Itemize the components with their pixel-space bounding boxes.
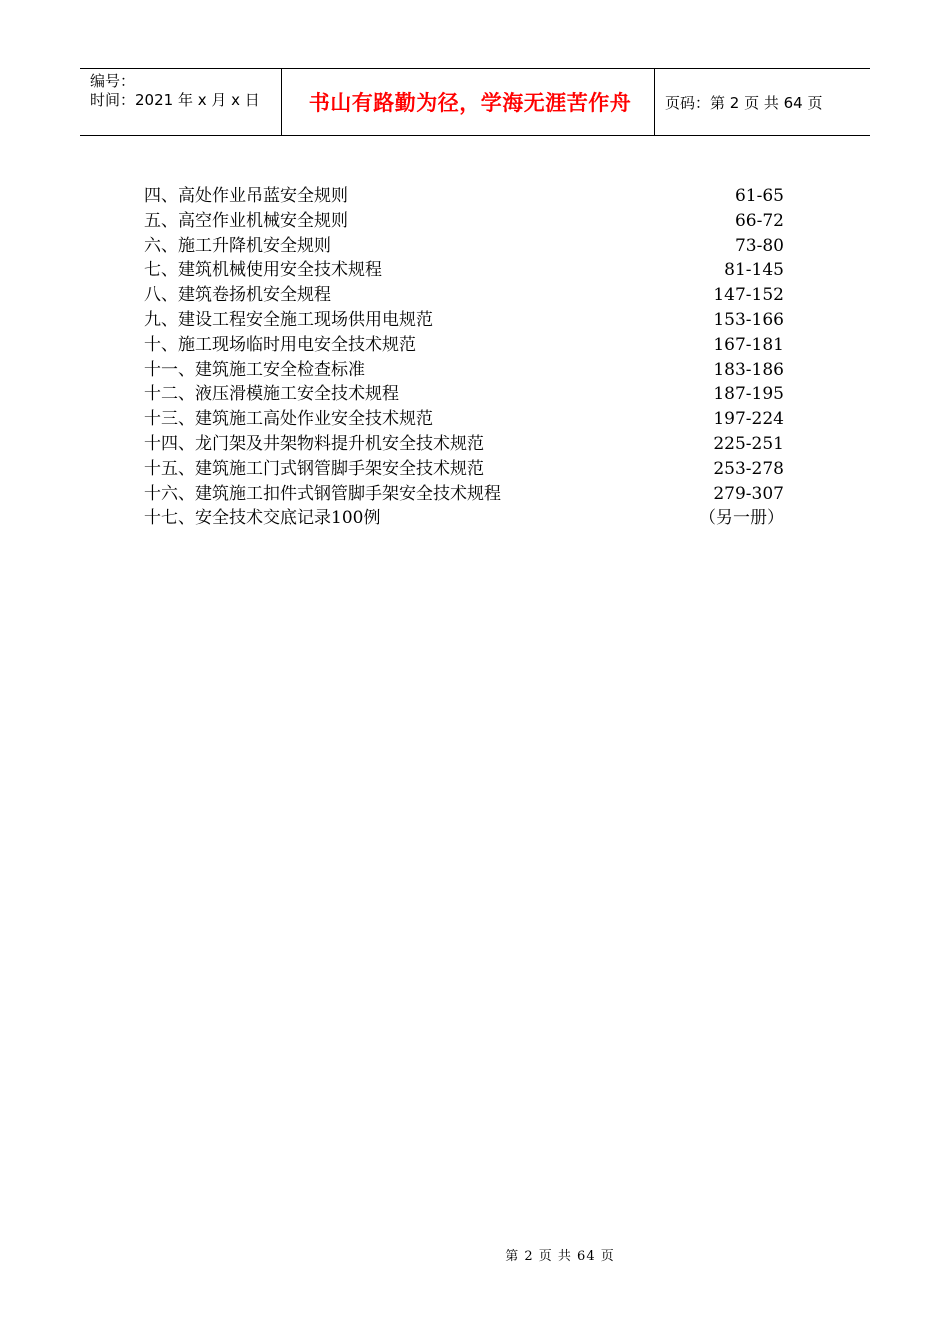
toc-entry-pages: 279-307 (713, 483, 784, 504)
toc-entry-title: 十四、龙门架及井架物料提升机安全技术规范 (144, 433, 484, 454)
toc-entry (144, 457, 784, 482)
toc-entry-title: 十一、建筑施工安全检查标准 (144, 359, 365, 380)
toc-entry-title: 九、建设工程安全施工现场供用电规范 (144, 309, 433, 330)
toc-entry-pages: 225-251 (713, 433, 784, 454)
serial-number-label: 编号： (90, 72, 136, 90)
toc-entry-title: 四、高处作业吊蓝安全规则 (144, 186, 348, 206)
toc-entry (144, 506, 784, 531)
header-page-cell (655, 69, 870, 135)
header-motto-cell (282, 69, 655, 135)
date-label: 时间：2021 年 x 月 x 日 (90, 91, 260, 109)
toc-entry-pages: 73-80 (734, 235, 784, 256)
toc-entry (144, 184, 784, 209)
toc-entry (144, 234, 784, 259)
toc-entry (144, 358, 784, 383)
page-footer: 第 2 页 共 64 页 (505, 1249, 615, 1264)
toc-entry (144, 407, 784, 432)
document-header (80, 68, 870, 136)
toc-entry-title: 十、施工现场临时用电安全技术规范 (144, 334, 416, 355)
toc-entry (144, 283, 784, 308)
table-of-contents (144, 184, 784, 531)
toc-entry (144, 432, 784, 457)
toc-entry-title: 十六、建筑施工扣件式钢管脚手架安全技术规程 (144, 483, 501, 504)
toc-entry-pages: 187-195 (713, 384, 784, 405)
toc-entry-title: 十二、液压滑模施工安全技术规程 (144, 384, 399, 405)
toc-entry-pages: 253-278 (713, 458, 784, 479)
toc-entry-title: 五、高空作业机械安全规则 (144, 210, 348, 231)
toc-entry-title: 十五、建筑施工门式钢管脚手架安全技术规范 (144, 458, 484, 479)
toc-entry-pages: 183-186 (713, 359, 784, 380)
toc-entry-pages: 61-65 (734, 186, 784, 206)
toc-entry-pages: 153-166 (713, 309, 784, 330)
toc-entry-title: 八、建筑卷扬机安全规程 (144, 285, 331, 306)
toc-entry-pages: 167-181 (713, 334, 784, 355)
toc-entry-pages: 66-72 (734, 210, 784, 231)
toc-entry-title: 十七、安全技术交底记录100例 (144, 508, 381, 529)
toc-entry-pages: （另一册） (699, 508, 784, 529)
motto-text: 书山有路勤为径，学海无涯苦作舟 (308, 91, 632, 115)
toc-entry-pages: 197-224 (713, 409, 784, 430)
toc-entry (144, 258, 784, 283)
toc-entry-title: 六、施工升降机安全规则 (144, 235, 331, 256)
header-meta-cell (80, 69, 282, 135)
toc-entry (144, 308, 784, 333)
toc-entry (144, 382, 784, 407)
page-number-label: 页码：第 2 页 共 64 页 (665, 93, 823, 112)
toc-entry (144, 209, 784, 234)
toc-entry (144, 333, 784, 358)
toc-entry-pages: 81-145 (724, 260, 784, 281)
toc-entry-pages: 147-152 (713, 285, 784, 306)
toc-entry-title: 七、建筑机械使用安全技术规程 (144, 260, 382, 281)
toc-entry (144, 482, 784, 507)
toc-entry-title: 十三、建筑施工高处作业安全技术规范 (144, 409, 433, 430)
